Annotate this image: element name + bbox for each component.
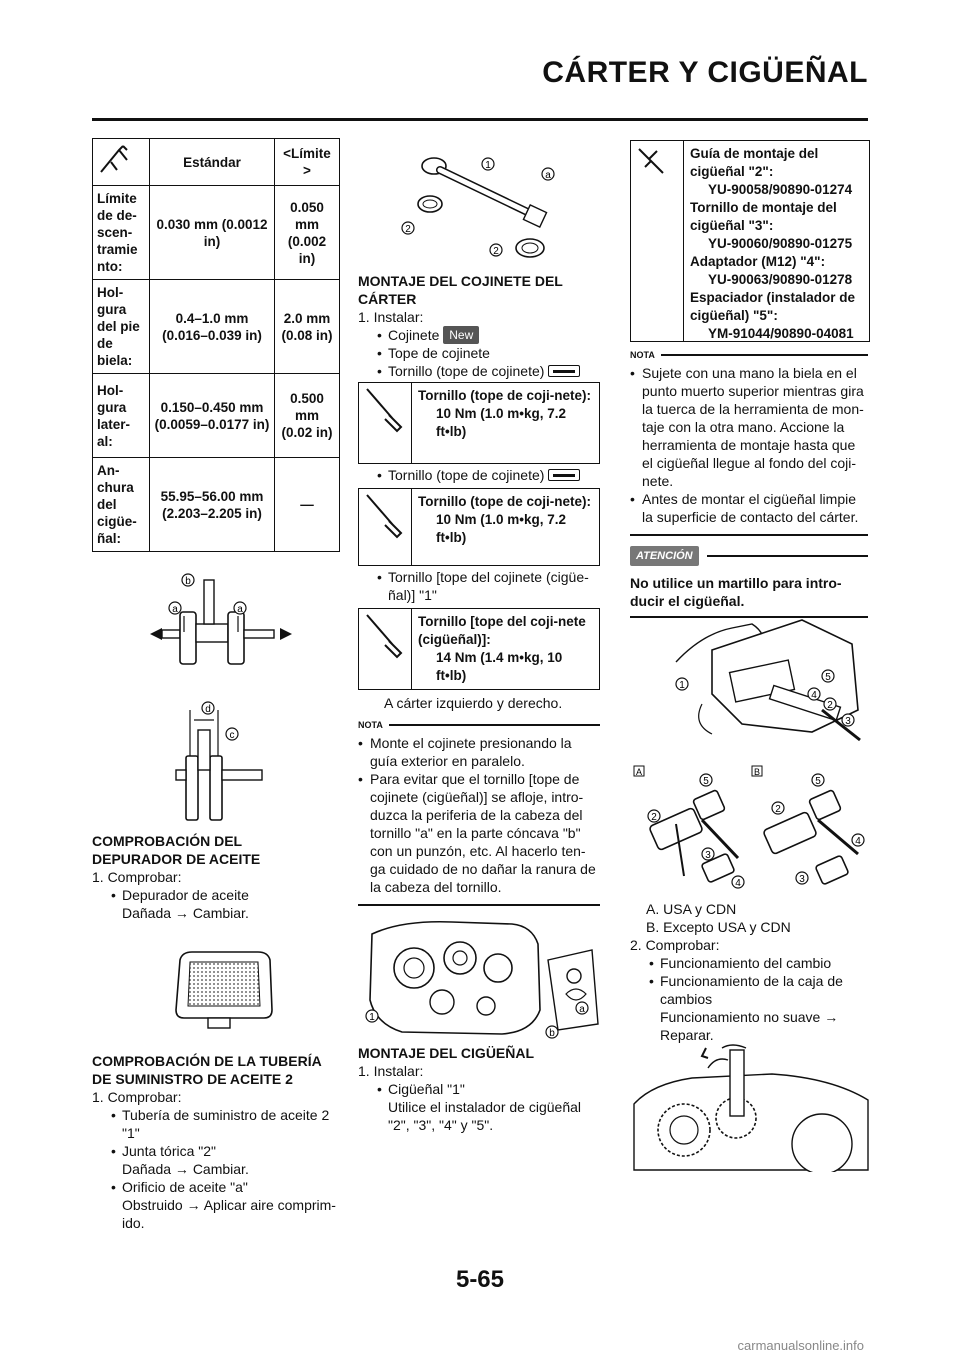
crankshaft-width-figure xyxy=(172,700,272,826)
fig-label-1: 1 xyxy=(485,160,491,171)
page-number: 5-65 xyxy=(455,1266,505,1293)
row-label: Hol-gura del pie de biela: xyxy=(93,280,150,374)
step: 2. Comprobar: xyxy=(630,937,720,953)
note-end-rule xyxy=(630,534,868,536)
row-limit: 0.050 mm (0.002 in) xyxy=(275,186,340,280)
note-block-right xyxy=(630,346,868,536)
step: 1. Comprobar: xyxy=(92,869,182,885)
fig-label-4: 4 xyxy=(735,878,741,889)
condition-text: Dañada → Cambiar. xyxy=(122,1161,249,1177)
tool-name: Tornillo de montaje del cigüeñal "3": xyxy=(690,200,837,233)
caliper-icon xyxy=(97,142,141,178)
row-limit: — xyxy=(275,458,340,552)
oil-strainer-section xyxy=(92,832,332,922)
row-label: An-chura del cigüe-ñal: xyxy=(93,458,150,552)
bolt-item xyxy=(358,466,600,484)
oil-pipe-section xyxy=(92,1052,337,1232)
note-item: • Para evitar que el tornillo [tope de cojinete (cigüeñal)] se afloje, intro-duzca la periferia de la cabeza del tornillo "a" en la parte cóncava "b" con un punzón, etc. Al hacerlo ten-ga cuidado de no dañar la ranura de la cabeza del tornillo. xyxy=(358,770,600,896)
tool-name: Adaptador (M12) "4": xyxy=(690,254,826,269)
crankcase-figure xyxy=(362,914,602,1040)
item-text: Cigüeñal "1" xyxy=(388,1081,465,1097)
fig-label-5: 5 xyxy=(825,672,831,683)
row-label: Límite de de-scen-tramie nto: xyxy=(93,186,150,280)
torque-wrench-icon xyxy=(359,609,412,689)
footer-watermark: carmanualsonline.info xyxy=(737,1338,864,1353)
fig-label-1: 1 xyxy=(679,680,685,691)
condition-text: Funcionamiento no suave → xyxy=(660,1009,839,1025)
tool-code: YM-91044/90890-04081 xyxy=(708,326,854,341)
torque-value: 10 Nm (1.0 m•kg, 7.2 ft•lb) xyxy=(436,406,567,439)
torque-title: Tornillo [tope del coji-nete (cigüeñal)]: xyxy=(418,614,586,647)
list-item: • Junta tórica "2" xyxy=(111,1143,216,1159)
crankshaft-runout-figure xyxy=(148,568,294,678)
step: 1. Instalar: xyxy=(358,1063,424,1079)
fig-label-a: a xyxy=(172,604,178,615)
fig-label-4: 4 xyxy=(811,690,817,701)
fig-label-2: 2 xyxy=(775,804,781,815)
row-standard: 0.030 mm (0.0012 in) xyxy=(150,186,275,280)
torque-title: Tornillo (tope de coji-nete): xyxy=(418,494,591,509)
note-label: NOTA xyxy=(630,350,655,360)
crankshaft-install-section xyxy=(358,1044,600,1134)
legend-b: B. Excepto USA y CDN xyxy=(646,919,791,935)
fig-label-2: 2 xyxy=(827,700,833,711)
fig-label-5: 5 xyxy=(815,776,821,787)
header-rule xyxy=(92,118,868,121)
spec-table xyxy=(92,138,340,552)
section-title: MONTAJE DEL COJINETE DEL CÁRTER xyxy=(358,273,563,307)
step: 1. Instalar: xyxy=(358,309,424,325)
fig-label-3: 3 xyxy=(845,716,851,727)
note-header xyxy=(358,716,600,734)
note-block-middle xyxy=(358,716,600,906)
list-item: • Depurador de aceite xyxy=(111,887,249,903)
col-limit: <Límite > xyxy=(275,139,340,186)
fig-label-3: 3 xyxy=(705,850,711,861)
row-label: Hol-gura later-al: xyxy=(93,374,150,458)
list-item: • Tornillo (tope de cojinete) xyxy=(358,362,600,380)
step: 1. Comprobar: xyxy=(92,1089,182,1105)
list-item: • Tornillo [tope del cojinete (cigüe-ñal)] "1" xyxy=(377,569,589,603)
torque-title: Tornillo (tope de coji-nete): xyxy=(418,388,591,403)
note-end-rule xyxy=(358,904,600,906)
item-text: Tornillo [tope del cojinete (cigüe-ñal)] "1" xyxy=(388,569,589,603)
col-standard: Estándar xyxy=(150,139,275,186)
tool-icon xyxy=(631,141,684,341)
list-item: • Tornillo (tope de cojinete) xyxy=(358,466,600,484)
fig-label-5: 5 xyxy=(703,776,709,787)
row-limit: 2.0 mm (0.08 in) xyxy=(275,280,340,374)
list-item: • Funcionamiento del cambio xyxy=(649,955,832,971)
caution-block xyxy=(630,546,868,618)
note-label: NOTA xyxy=(358,720,383,730)
caution-badge: ATENCIÓN xyxy=(630,546,699,566)
tool-code: YU-90063/90890-01278 xyxy=(708,272,853,287)
installer-tools-figure xyxy=(632,764,870,898)
fig-label-a: a xyxy=(237,604,243,615)
condition-text: Dañada → Cambiar. xyxy=(122,905,249,921)
torque-value: 10 Nm (1.0 m•kg, 7.2 ft•lb) xyxy=(436,512,567,545)
fig-label-a: a xyxy=(579,1004,585,1015)
note-item: • Sujete con una mano la biela en el punto muerto superior mientras gira la tuerca de la herramienta de mon-taje con la otra mano. Accione la herramienta de montaje hasta que el cigüeñal llegue al fondo del coji-nete. xyxy=(630,364,868,490)
item-text: Funcionamiento del cambio xyxy=(660,955,832,971)
row-standard: 55.95–56.00 mm (2.203–2.205 in) xyxy=(150,458,275,552)
fig-label-c: c xyxy=(229,730,235,741)
list-item: • Tubería de suministro de aceite 2 "1" xyxy=(111,1107,330,1141)
torque-box-1 xyxy=(358,382,600,464)
list-item: • Cigüeñal "1" xyxy=(377,1081,465,1097)
torque-wrench-icon xyxy=(359,383,412,463)
row-standard: 0.150–0.450 mm (0.0059–0.0177 in) xyxy=(150,374,275,458)
bolt-crank-item xyxy=(358,568,600,604)
spec-table-wrap xyxy=(92,138,340,552)
item-text: Depurador de aceite xyxy=(122,887,249,903)
fig-label-B: B xyxy=(753,767,761,777)
crankshaft-installer-figure xyxy=(672,614,868,750)
item-text: Tornillo (tope de cojinete) xyxy=(388,467,545,483)
fig-label-A: A xyxy=(635,767,643,777)
fig-label-d: d xyxy=(205,704,211,715)
condition-text: Reparar. xyxy=(660,1027,714,1043)
item-text: Orificio de aceite "a" xyxy=(122,1179,248,1195)
tool-name: Espaciador (instalador de cigüeñal) "5": xyxy=(690,290,856,323)
oil-pipe-figure xyxy=(390,144,570,268)
case-side-text: A cárter izquierdo y derecho. xyxy=(384,695,563,711)
list-item: • Tope de cojinete xyxy=(377,345,490,361)
torque-value: 14 Nm (1.4 m•kg, 10 ft•lb) xyxy=(436,650,563,683)
check-section xyxy=(630,900,868,1044)
legend-a: A. USA y CDN xyxy=(646,901,737,917)
list-item: • Orificio de aceite "a" xyxy=(111,1179,248,1195)
oil-strainer-figure xyxy=(168,950,280,1032)
section-title: MONTAJE DEL CIGÜEÑAL xyxy=(358,1045,535,1061)
torque-wrench-icon xyxy=(359,489,412,565)
fig-label-3: 3 xyxy=(799,874,805,885)
item-text: Tornillo (tope de cojinete) xyxy=(388,363,545,379)
tool-code: YU-90058/90890-01274 xyxy=(708,182,853,197)
row-standard: 0.4–1.0 mm (0.016–0.039 in) xyxy=(150,280,275,374)
fig-label-2: 2 xyxy=(651,812,657,823)
threadlock-icon xyxy=(548,469,580,481)
condition-text: Obstruido → Aplicar aire comprim-ido. xyxy=(122,1197,336,1231)
note-item: • Antes de montar el cigüeñal limpie la superficie de contacto del cárter. xyxy=(630,490,868,526)
tool-code: YU-90060/90890-01275 xyxy=(708,236,853,251)
torque-box-2 xyxy=(358,488,600,566)
fig-label-4: 4 xyxy=(855,836,861,847)
list-item: • Cojinete New xyxy=(358,326,600,344)
transmission-figure xyxy=(632,1044,870,1172)
tool-name: Guía de montaje del cigüeñal "2": xyxy=(690,146,819,179)
item-text: Funcionamiento de la caja de cambios xyxy=(660,973,843,1007)
fig-label-1: 1 xyxy=(369,1012,375,1023)
item-text: Junta tórica "2" xyxy=(122,1143,216,1159)
fig-label-b: b xyxy=(185,576,191,587)
bearing-install-section xyxy=(358,272,600,380)
item-text: Tope de cojinete xyxy=(388,345,490,361)
section-title: COMPROBACIÓN DE LA TUBERÍA DE SUMINISTRO DE ACEITE 2 xyxy=(92,1053,322,1087)
fig-label-b: b xyxy=(549,1028,555,1039)
note-header xyxy=(630,346,868,364)
new-badge: New xyxy=(443,326,479,344)
item-text: Tubería de suministro de aceite 2 "1" xyxy=(122,1107,330,1141)
note-item: • Monte el cojinete presionando la guía exterior en paralelo. xyxy=(358,734,600,770)
row-limit: 0.500 mm (0.02 in) xyxy=(275,374,340,458)
measure-icon-cell xyxy=(93,139,150,186)
caution-header xyxy=(630,546,868,566)
fig-label-2: 2 xyxy=(493,246,499,257)
threadlock-icon xyxy=(548,365,580,377)
fig-label-a: a xyxy=(545,170,551,181)
list-item: • Funcionamiento de la caja de cambios xyxy=(649,973,843,1007)
section-title: COMPROBACIÓN DEL DEPURADOR DE ACEITE xyxy=(92,833,261,867)
caution-text: No utilice un martillo para intro-ducir el cigüeñal. xyxy=(630,575,842,609)
item-text: Cojinete xyxy=(388,327,440,343)
fig-label-2: 2 xyxy=(405,224,411,235)
page-title: CÁRTER Y CIGÜEÑAL xyxy=(542,56,868,89)
instruction-text: Utilice el instalador de cigüeñal "2", "3", "4" y "5". xyxy=(388,1099,581,1133)
torque-box-3 xyxy=(358,608,600,690)
special-tools-box xyxy=(630,140,870,342)
